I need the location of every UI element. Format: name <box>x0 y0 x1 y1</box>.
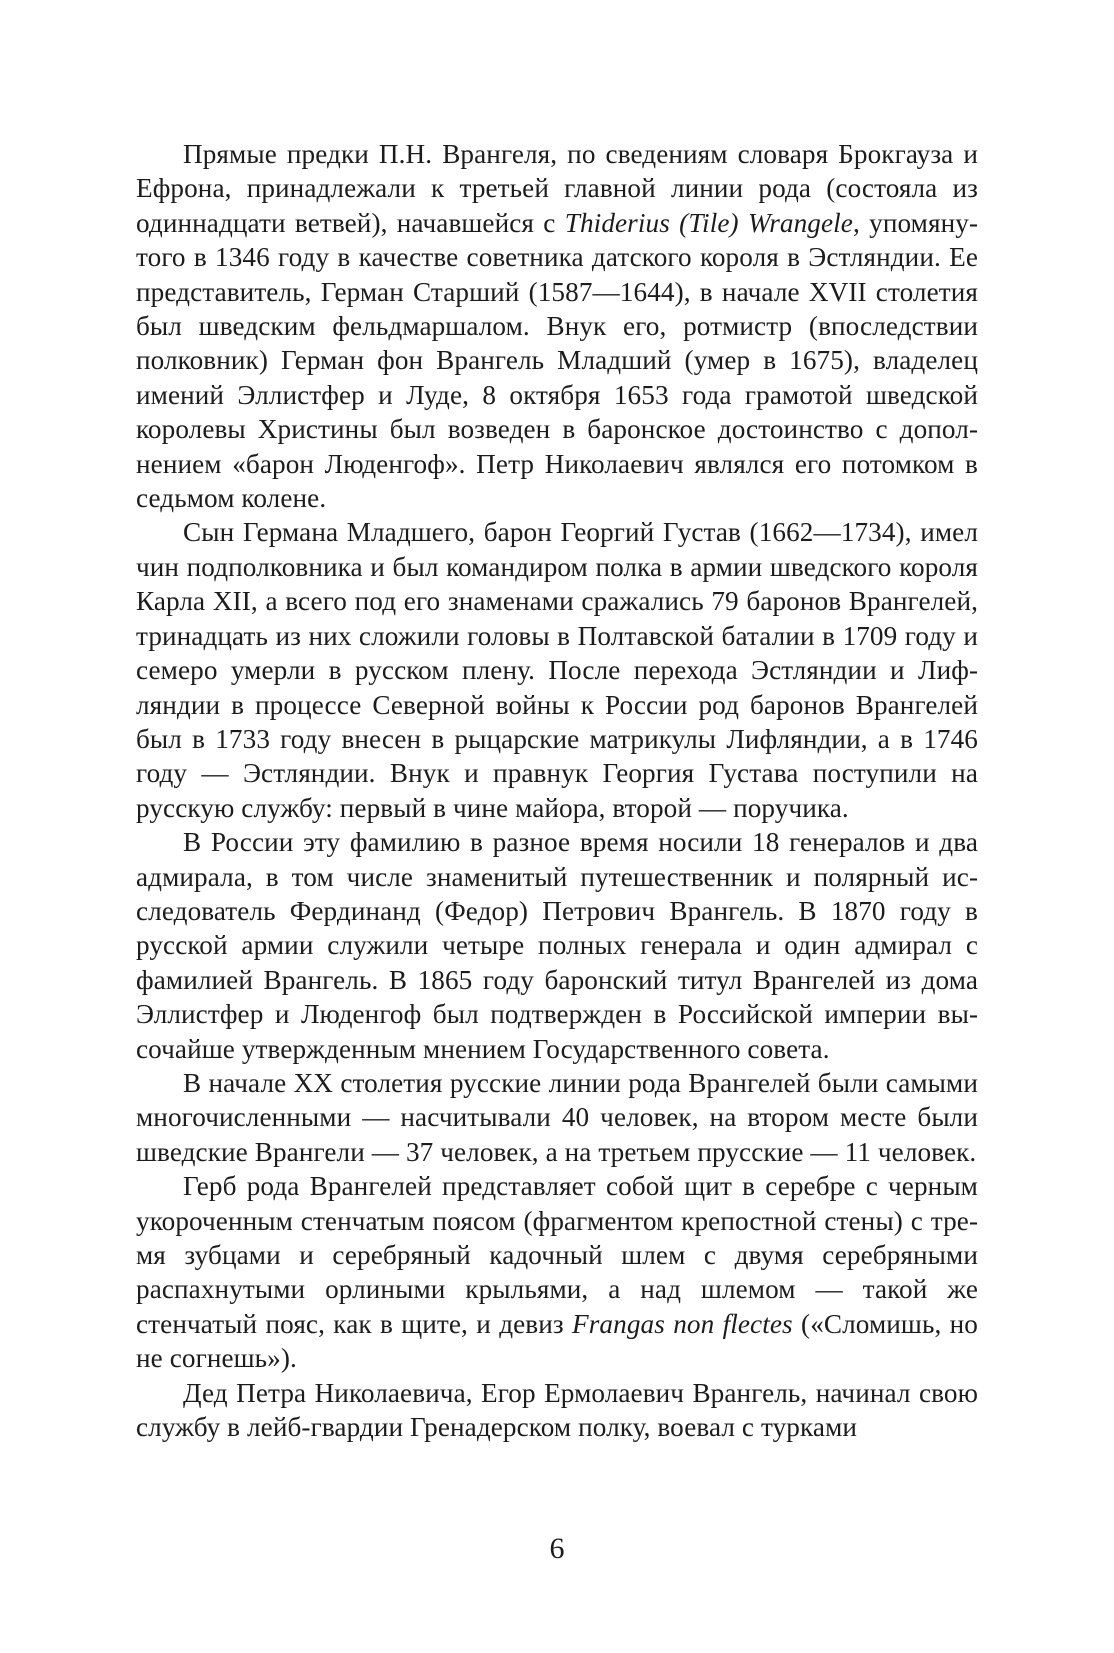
paragraph-georgiy-gustav: Сын Германа Младшего, барон Георгий Густав (1662—1734), имел чин подполковника и был командиром полка в армии шведского короля Карла XII, а всего под его знаменами сражались 79 баронов Врангелей, тринадцать из них сложили головы в Полтавской баталии в 1709 году и семеро умерли в русском плену. После перехода Эстляндии и Лифляндии в процессе Северной войны к России род баронов Врангелей был в 1733 году внесен в рыцарские матрикулы Лифляндии, а в 1746 году — Эстляндии. Внук и правнук Георгия Густава поступили на русскую службу: первый в чине майора, второй — поручика. <box>136 517 978 823</box>
body-text <box>136 137 978 1444</box>
italic-motto: Frangas non flectes <box>572 1308 793 1339</box>
paragraph-grandfather: Дед Петра Николаевича, Егор Ермолаевич Врангель, начинал свою службу в лейб-гвардии Гренадерском полку, воевал с турками <box>136 1377 978 1443</box>
italic-latin-name: Thiderius (Tile) Wrangele <box>564 207 853 238</box>
page-number: 6 <box>549 1532 565 1565</box>
paragraph-russia-generals: В России эту фамилию в разное время носили 18 генералов и два адмирала, в том числе знаменитый путешественник и полярный исследователь Фердинанд (Федор) Петрович Врангель. В 1870 году в русской армии служили четыре полных генерала и один адмирал с фамилией Врангель. В 1865 году баронский титул Врангелей из дома Эллистфер и Люденгоф был подтвержден в Российской империи высочайше утвержденным мнением Государственного совета. <box>136 827 978 1064</box>
paragraph-coat-of-arms: Герб рода Врангелей представляет собой щит в серебре с черным укороченным стенчатым поясом (фрагментом крепостной стены) с тремя зубцами и серебряный кадочный шлем с двумя серебряными распахнутыми орлиными крыльями, а над шлемом — такой же стенчатый пояс, как в щите, и девиз Frangas non flectes («Сломишь, но не согнешь»). <box>136 1171 978 1374</box>
paragraph-xx-century: В начале XX столетия русские линии рода Врангелей были самыми многочисленными — насчитывали 40 человек, на втором месте были шведские Врангели — 37 человек, а на третьем прусские — 11 человек. <box>136 1067 978 1167</box>
paragraph-ancestors: Прямые предки П.Н. Врангеля, по сведениям словаря Брокгауза и Ефрона, принадлежали к третьей главной линии рода (состояла из одиннадцати ветвей), начавшейся с Thiderius (Tile) Wrangele, упомянутого в 1346 году в качестве советника датского короля в Эстляндии. Ее представитель, Герман Старший (1587—1644), в начале XVII столетия был шведским фельдмаршалом. Внук его, ротмистр (впоследствии полковник) Герман фон Врангель Младший (умер в 1675), владелец имений Эллистфер и Луде, 8 октября 1653 года грамотой шведской королевы Христины был возведен в баронское достоинство с дополнением «барон Люденгоф». Петр Николаевич являлся его потомком в седьмом колене. <box>136 139 978 514</box>
